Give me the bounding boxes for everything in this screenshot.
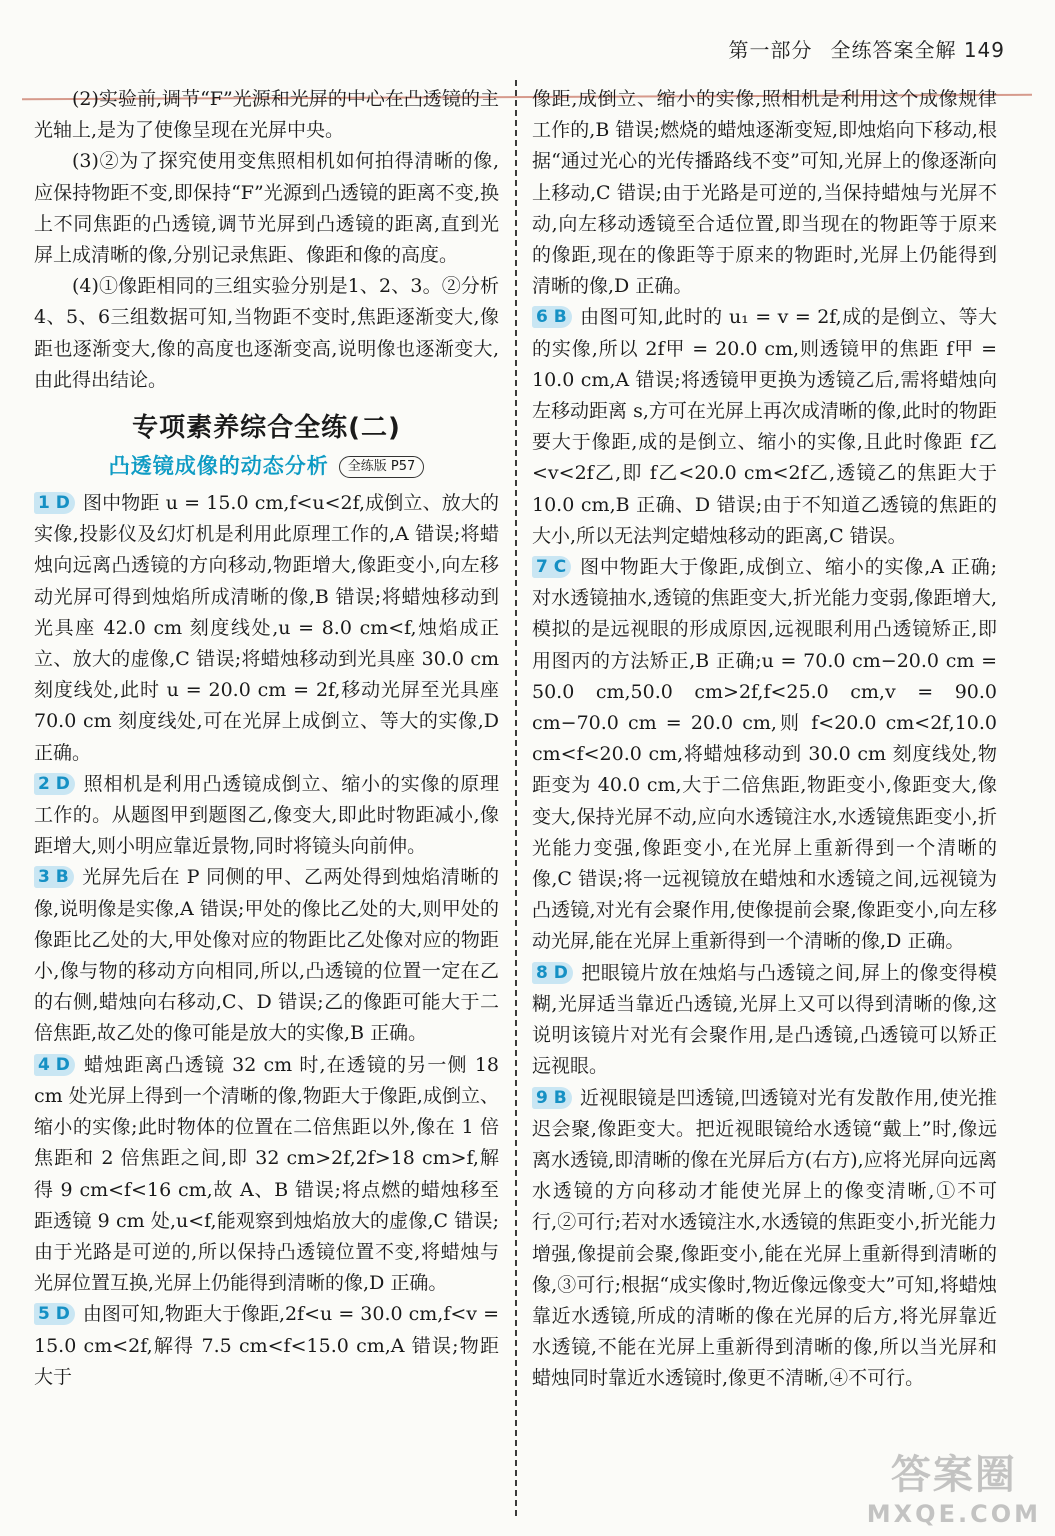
answer-text: 照相机是利用凸透镜成倒立、缩小的实像的原理工作的。从题图甲到题图乙,像变大,即此时物距减小,像距增大,则小明应靠近景物,同时将镜头向前伸。 [34, 772, 499, 858]
answer-text: 蜡烛距离凸透镜 32 cm 时,在透镜的另一侧 18 cm 处光屏上得到一个清晰的像,物距大于像距,成倒立、缩小的实像;此时物体的位置在二倍焦距以外,像在 1 倍焦距和 2 倍焦距之间,即 32 cm>2f,2f>18 cm>f,解得 9 cm<f<16 cm,故 A、B 错误;将点燃的蜡烛移至距透镜 9 cm 处,u<f,能观察到烛焰放大的虚像,C 错误;由于光路是可逆的,所以保持凸透镜位置不变,将蜡烛与光屏位置互换,光屏上仍能得到清晰的像,D 正确。 [34, 1053, 499, 1295]
column-divider [515, 80, 517, 1516]
watermark-text: 答案圈 [890, 1452, 1017, 1498]
left-column [34, 84, 499, 1393]
page-header [728, 34, 1005, 63]
question-badge: 5 D [34, 1303, 75, 1325]
answer-text: 光屏先后在 P 同侧的甲、乙两处得到烛焰清晰的像,说明像是实像,A 错误;甲处的像比乙处的大,则甲处的像距比乙处的大,甲处像对应的物距比乙处像对应的物距小,像与物的移动方向相同,所以,凸透镜的位置一定在乙的右侧,蜡烛向右移动,C、D 错误;乙的像距可能大于二倍焦距,故乙处的像可能是放大的实像,B 正确。 [34, 866, 499, 1045]
watermark-url: MXQE.COM [866, 1500, 1041, 1528]
question-badge: 3 B [34, 866, 74, 888]
answer-item-4 [34, 1050, 499, 1300]
watermark-logo [867, 1443, 1041, 1528]
answer-item-8 [532, 958, 997, 1083]
question-badge: 8 D [532, 962, 573, 984]
answer-text: 近视眼镜是凹透镜,凹透镜对光有发散作用,使光推迟会聚,像距变大。把近视眼镜给水透镜“戴上”时,像远离水透镜,即清晰的像在光屏后方(右方),应将光屏向远离水透镜的方向移动才能使光屏上的像变清晰,①不可行,②可行;若对水透镜注水,水透镜的焦距变小,折光能力增强,像提前会聚,像距变小,能在光屏上重新得到清晰的像,③可行;根据“成实像时,物近像远像变大”可知,将蜡烛靠近水透镜,所成的清晰的像在光屏的后方,将光屏靠近水透镜,不能在光屏上重新得到清晰的像,所以当光屏和蜡烛同时靠近水透镜时,像更不清晰,④不可行。 [532, 1086, 997, 1390]
question-badge: 9 B [532, 1087, 572, 1109]
question-badge: 4 D [34, 1054, 75, 1076]
question-badge: 6 B [532, 306, 572, 328]
answer-text: 把眼镜片放在烛焰与凸透镜之间,屏上的像变得模糊,光屏适当靠近凸透镜,光屏上又可以得到清晰的像,这说明该镜片对光有会聚作用,是凸透镜,凸透镜可以矫正远视眼。 [532, 961, 997, 1078]
answer-text: 由图可知,物距大于像距,2f<u = 30.0 cm,f<v = 15.0 cm<2f,解得 7.5 cm<f<15.0 cm,A 错误;物距大于 [34, 1303, 499, 1388]
page-number: 149 [963, 38, 1005, 62]
answer-item-3 [34, 862, 499, 1049]
answer-item-1 [34, 488, 499, 769]
question-badge: 7 C [532, 556, 571, 578]
answer-text: 图中物距 u = 15.0 cm,f<u<2f,成倒立、放大的实像,投影仪及幻灯机是利用此原理工作的,A 错误;将蜡烛向远离凸透镜的方向移动,物距增大,像距变小,向左移动光屏可得到烛焰所成清晰的像,B 错误;将蜡烛移动到光具座 42.0 cm 刻度线处,u = 8.0 cm<f,烛焰成正立、放大的虚像,C 错误;将蜡烛移动到光具座 30.0 cm 刻度线处,此时 u = 20.0 cm = 2f,移动光屏至光具座 70.0 cm 刻度线处,可在光屏上成倒立、等大的实像,D 正确。 [34, 492, 499, 764]
answer-part-2: (2)实验前,调节“F”光源和光屏的中心在凸透镜的主光轴上,是为了使像呈现在光屏中央。 [34, 88, 499, 142]
answer-item-2 [34, 769, 499, 863]
section-title: 专项素养综合全练(二) [132, 413, 401, 444]
answer-item-5-continued: 像距,成倒立、缩小的实像,照相机是利用这个成像规律工作的,B 错误;燃烧的蜡烛逐渐变短,即烛焰向下移动,根据“通过光心的光传播路线不变”可知,光屏上的像逐渐向上移动,C 错误;由于光路是可逆的,当保持蜡烛与光屏不动,向左移动透镜至合适位置,即当现在的物距等于原来的像距,现在的像距等于原来的物距时,光屏上仍能得到清晰的像,D 正确。 [532, 88, 997, 298]
answer-part-3: (3)②为了探究使用变焦照相机如何拍得清晰的像,应保持物距不变,即保持“F”光源到凸透镜的距离不变,换上不同焦距的凸透镜,调节光屏到凸透镜的距离,直到光屏上成清晰的像,分别记录焦距、像距和像的高度。 [34, 150, 499, 267]
right-column [532, 84, 997, 1395]
answer-text: 图中物距大于像距,成倒立、缩小的实像,A 正确;对水透镜抽水,透镜的焦距变大,折光能力变弱,像距增大,模拟的是远视眼的形成原因,远视眼利用凸透镜矫正,即用图丙的方法矫正,B 正确;u = 70.0 cm−20.0 cm = 50.0 cm,50.0 cm>2f,f<25.0 cm,v = 90.0 cm−70.0 cm = 20.0 cm,则 f<20.0 cm<2f,10.0 cm<f<20.0 cm,将蜡烛移动到 30.0 cm 刻度线处,物距变为 40.0 cm,大于二倍焦距,物距变小,像距变大,像变大,保持光屏不动,应向水透镜注水,水透镜焦距变小,折光能力变强,像距变小,在光屏上重新得到一个清晰的像,C 错误;将一远视镜放在蜡烛和水透镜之间,远视镜为凸透镜,对光有会聚作用,使像提前会聚,像距变小,向左移动光屏,能在光屏上重新得到一个清晰的像,D 正确。 [532, 556, 997, 953]
header-title: 全练答案全解 [830, 38, 957, 62]
section-subtitle [34, 450, 499, 484]
answer-item-9 [532, 1083, 997, 1395]
answer-text: 由图可知,此时的 u₁ = v = 2f,成的是倒立、等大的实像,所以 2f甲 = 20.0 cm,则透镜甲的焦距 f甲 = 10.0 cm,A 错误;将透镜甲更换为透镜乙后,需将蜡烛向左移动距离 s,方可在光屏上再次成清晰的像,此时的物距要大于像距,成的是倒立、缩小的实像,且此时像距 f乙<v<2f乙,即 f乙<20.0 cm<2f乙,透镜乙的焦距大于 10.0 cm,B 正确、D 错误;由于不知道乙透镜的焦距的大小,所以无法判定蜡烛移动的距离,C 错误。 [532, 306, 997, 547]
subtitle-page-ref: 全练版 P57 [339, 456, 425, 478]
answer-part-4: (4)①像距相同的三组实验分别是1、2、3。②分析4、5、6三组数据可知,当物距不变时,焦距逐渐变大,像距也逐渐变大,像的高度也逐渐变高,说明像也逐渐变大,由此得出结论。 [34, 275, 499, 391]
answer-item-6 [532, 302, 997, 552]
header-part: 第一部分 [728, 38, 813, 62]
question-badge: 1 D [34, 492, 75, 514]
question-badge: 2 D [34, 773, 75, 795]
answer-item-5 [34, 1299, 499, 1393]
answer-item-7 [532, 552, 997, 958]
subtitle-text: 凸透镜成像的动态分析 [108, 454, 329, 479]
